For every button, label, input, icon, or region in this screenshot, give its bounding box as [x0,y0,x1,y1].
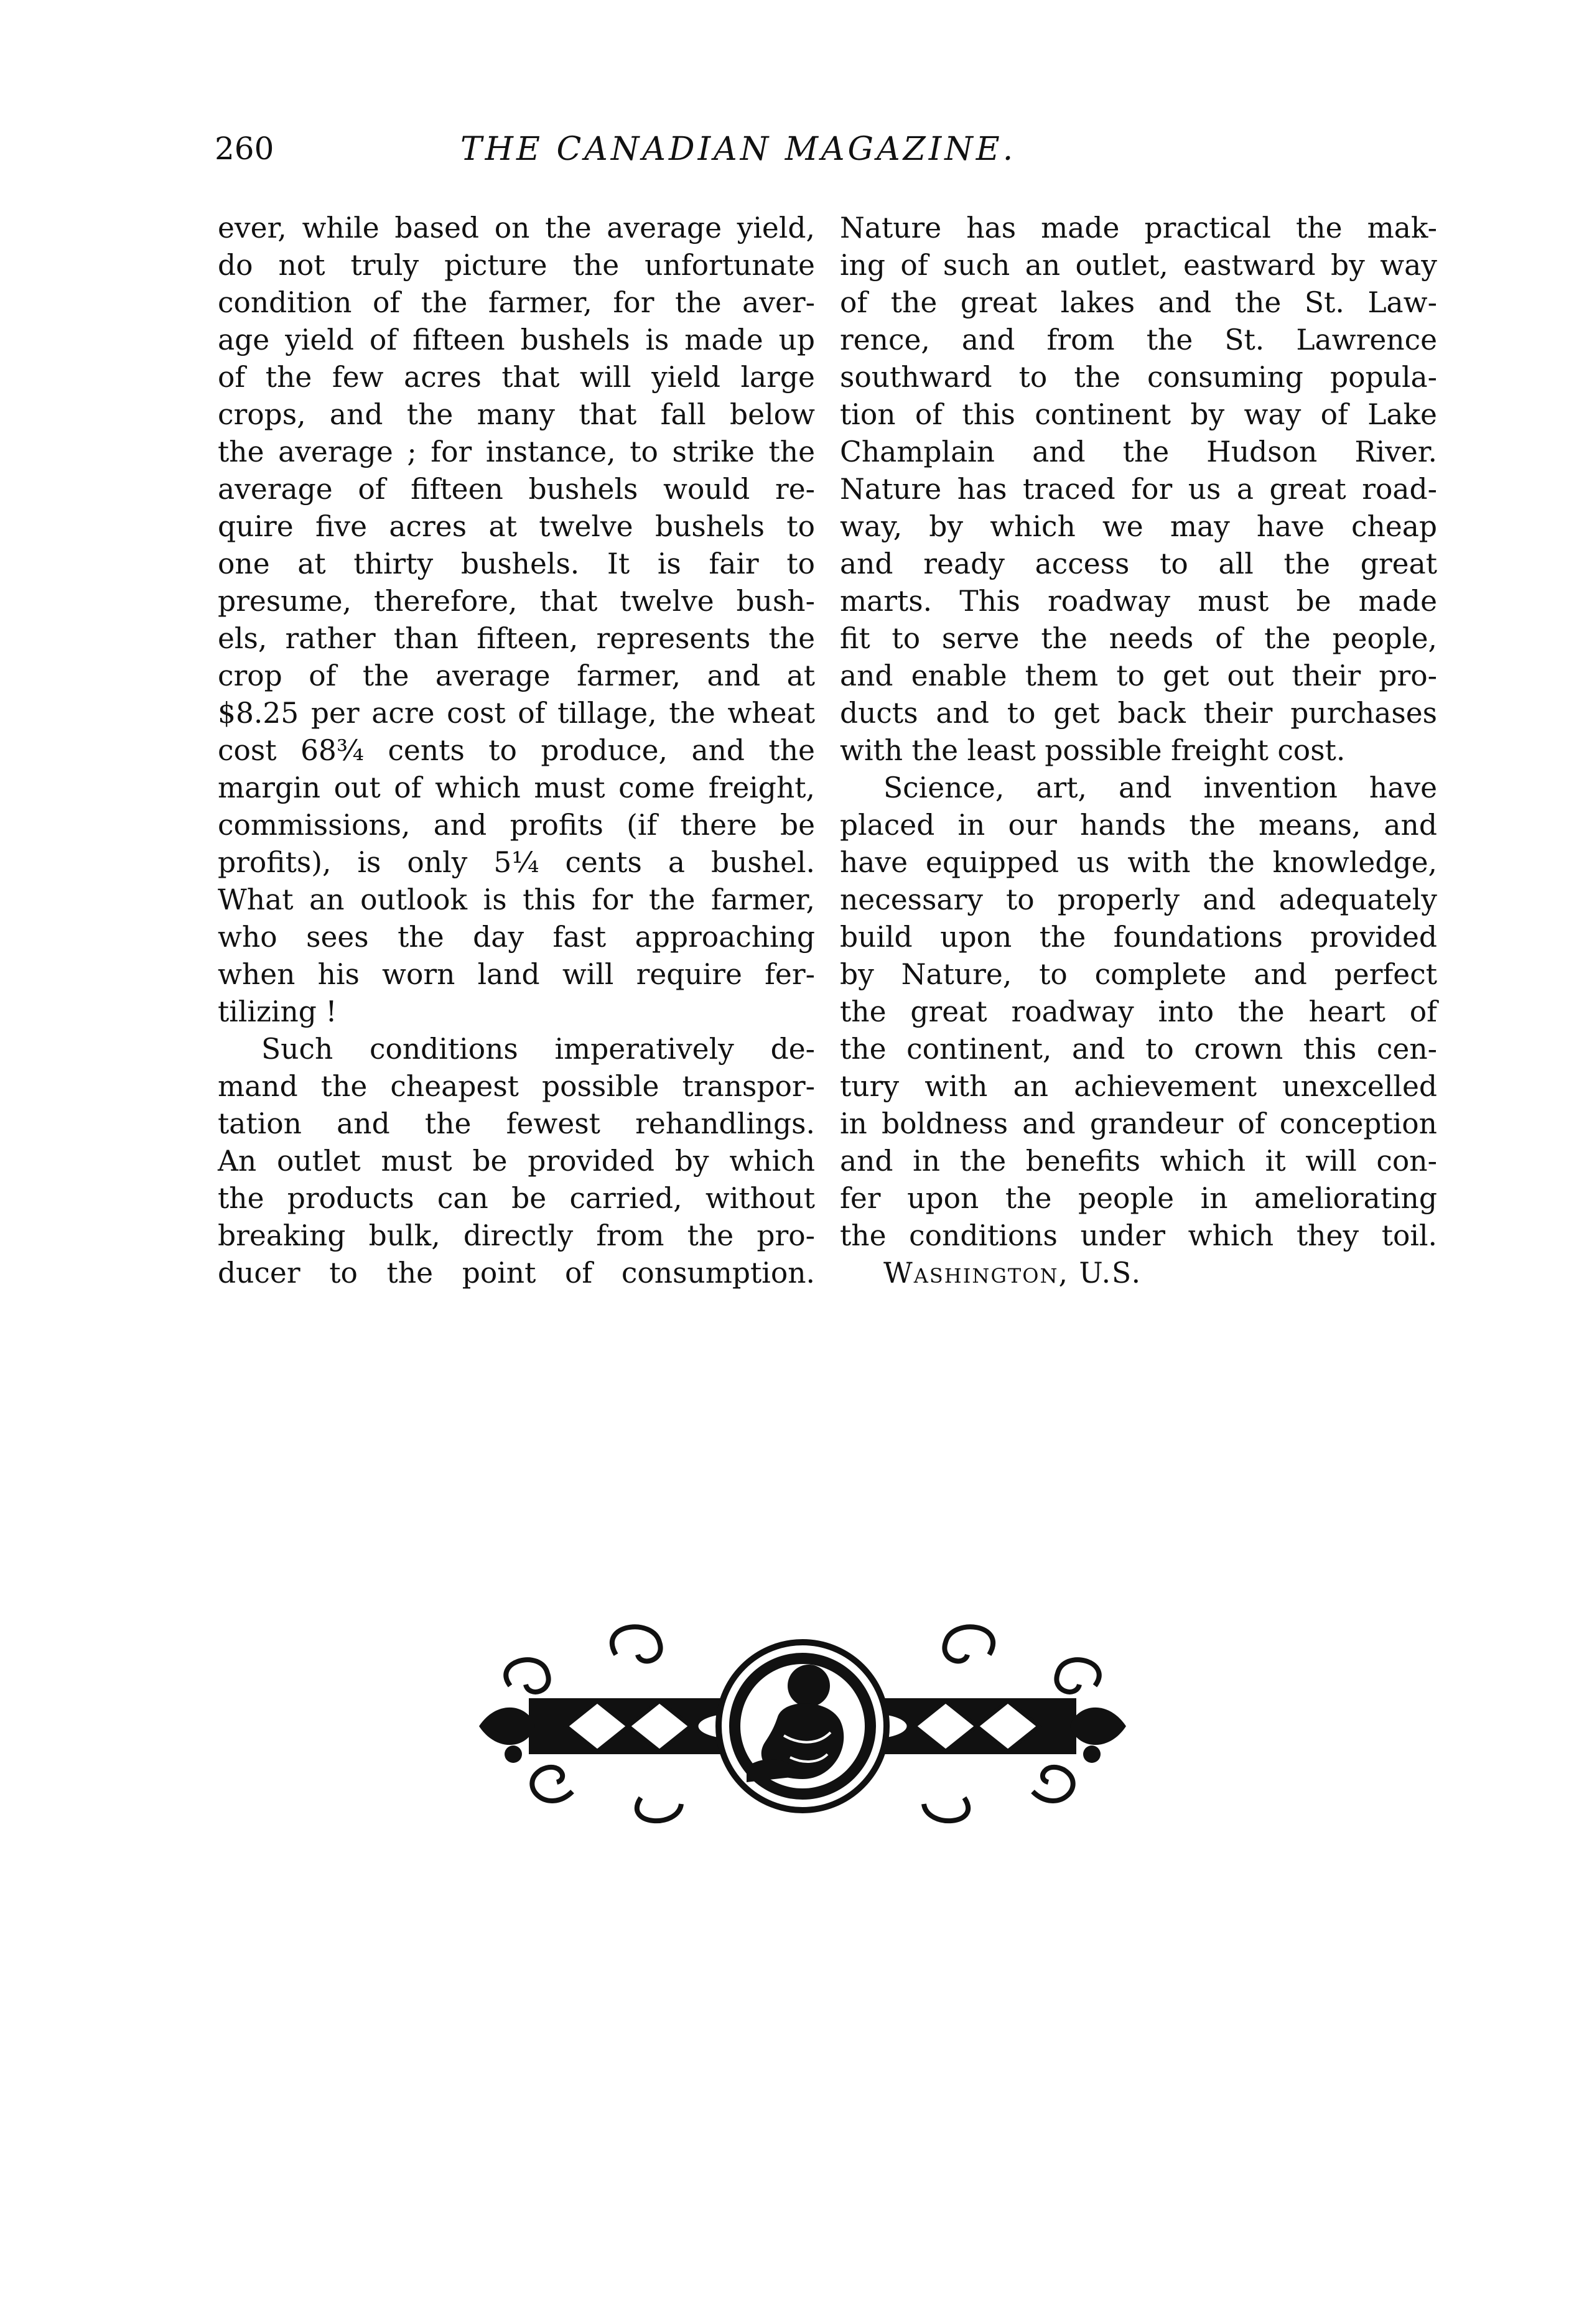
text-line: and in the benefits which it will con- [840,1145,1437,1178]
text-line: build upon the foundations provided [840,921,1437,954]
text-line: fit to serve the needs of the people, [840,622,1437,655]
text-line: in boldness and grandeur of conception [840,1107,1437,1140]
text-line: ever, while based on the average yield, [218,211,815,244]
text-line: the conditions under which they toil. [840,1219,1437,1252]
text-line: $8.25 per acre cost of tillage, the wheat [218,697,815,730]
text-line: southward to the consuming popula- [840,361,1437,394]
text-line: ducer to the point of consumption. [218,1257,815,1290]
text-line: presume, therefore, that twelve bush- [218,585,815,618]
text-line: way, by which we may have cheap [840,510,1437,543]
right-column [840,210,1437,1292]
text-line: crops, and the many that fall below [218,398,815,431]
text-line: age yield of fifteen bushels is made up [218,323,815,356]
text-line: and ready access to all the great [840,547,1437,580]
text-line: An outlet must be provided by which [218,1145,815,1178]
text-line: do not truly picture the unfortunate [218,249,815,282]
text-line: tation and the fewest rehandlings. [218,1107,815,1140]
text-line: when his worn land will require fer- [218,958,815,991]
text-line: mand the cheapest possible transpor- [218,1070,815,1103]
text-line: ducts and to get back their purchases [840,697,1437,730]
text-line: and enable them to get out their pro- [840,659,1437,692]
text-line: breaking bulk, directly from the pro- [218,1219,815,1252]
text-line: rence, and from the St. Lawrence [840,323,1437,356]
text-line: ing of such an outlet, eastward by way [840,249,1437,282]
text-line: fer upon the people in ameliorating [840,1182,1437,1215]
text-line: by Nature, to complete and perfect [840,958,1437,991]
text-line: condition of the farmer, for the aver- [218,286,815,319]
text-line: Nature has traced for us a great road- [840,473,1437,506]
text-line: quire five acres at twelve bushels to [218,510,815,543]
text-line: the products can be carried, without [218,1182,815,1215]
paragraph-first-line: Such conditions imperatively de- [261,1033,815,1066]
text-line: the average ; for instance, to strike the [218,435,815,468]
text-line: What an outlook is this for the farmer, [218,883,815,916]
running-head: THE CANADIAN MAGAZINE. [460,131,1017,168]
text-line: of the few acres that will yield large [218,361,815,394]
text-line: placed in our hands the means, and [840,809,1437,842]
text-line: the great roadway into the heart of [840,995,1437,1028]
text-line: margin out of which must come freight, [218,771,815,804]
text-line: marts. This roadway must be made [840,585,1437,618]
text-line: Champlain and the Hudson River. [840,435,1437,468]
text-line: crop of the average farmer, and at [218,659,815,692]
text-line: who sees the day fast approaching [218,921,815,954]
text-line: profits), is only 5¼ cents a bushel. [218,846,815,879]
author-signature: Washington, U.S. [883,1257,1142,1290]
text-line: of the great lakes and the St. Law- [840,286,1437,319]
page-number: 260 [215,131,274,167]
text-line: tilizing ! [218,995,337,1028]
decorative-tailpiece-ornament-icon [454,1611,1151,1835]
text-line: have equipped us with the knowledge, [840,846,1437,879]
text-line: els, rather than fifteen, represents the [218,622,815,655]
text-line: Nature has made practical the mak- [840,211,1437,244]
paragraph-first-line: Science, art, and invention have [883,771,1437,804]
text-line: the continent, and to crown this cen- [840,1033,1437,1066]
text-line: with the least possible freight cost. [840,734,1346,767]
text-line: cost 68¾ cents to produce, and the [218,734,815,767]
text-line: tury with an achievement unexcelled [840,1070,1437,1103]
text-line: tion of this continent by way of Lake [840,398,1437,431]
left-column [218,210,815,1292]
text-line: average of fifteen bushels would re- [218,473,815,506]
text-line: one at thirty bushels. It is fair to [218,547,815,580]
text-line: commissions, and profits (if there be [218,809,815,842]
text-line: necessary to properly and adequately [840,883,1437,916]
